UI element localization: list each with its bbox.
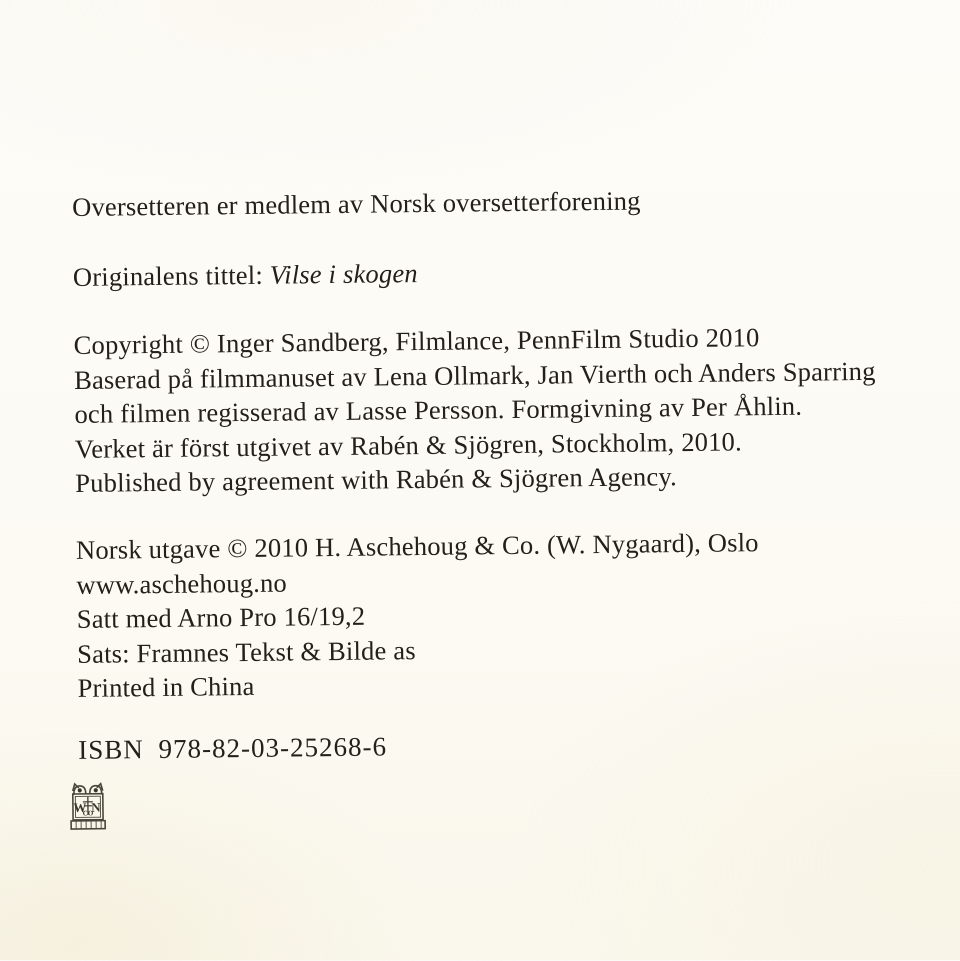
owl-eye-right (94, 788, 98, 792)
translator-note: Oversetteren er medlem av Norsk oversetterforening (71, 185, 641, 222)
logo-letter-n: N (91, 799, 101, 815)
logo-letters-co: CO (82, 809, 94, 818)
printed-in-line: Printed in China (77, 671, 255, 704)
typeface-line: Satt med Arno Pro 16/19,2 (76, 600, 366, 635)
screenplay-credit-line: Baserad på filmmanuset av Lena Ollmark, Jan Vierth och Anders Sparring (73, 355, 876, 395)
owl-eye-left (78, 788, 82, 792)
aschehoug-emblem-icon (69, 781, 108, 833)
isbn-line: ISBN 978-82-03-25268-6 (78, 731, 388, 765)
director-design-credit-line: och filmen regisserad av Lasse Persson. Formgivning av Per Åhlin. (74, 390, 803, 430)
original-title-label: Originalens tittel: (72, 259, 270, 292)
agreement-line: Published by agreement with Rabén & Sjögren Agency. (75, 461, 678, 499)
publisher-logo-icon (69, 781, 108, 833)
copyright-line: Copyright © Inger Sandberg, Filmlance, PennFilm Studio 2010 (73, 322, 760, 360)
copyright-block (74, 319, 877, 501)
original-title-line (73, 256, 418, 295)
first-publication-line: Verket är först utgivet av Rabén & Sjögren, Stockholm, 2010. (74, 426, 743, 464)
publisher-website: www.aschehoug.no (76, 567, 288, 600)
edition-block (76, 525, 761, 706)
typesetting-line: Sats: Framnes Tekst & Bilde as (77, 634, 416, 669)
norwegian-edition-line: Norsk utgave © 2010 H. Aschehoug & Co. (W. Nygaard), Oslo (75, 527, 759, 565)
original-title: Vilse i skogen (269, 258, 418, 290)
logo-letter-w: W (73, 799, 87, 815)
